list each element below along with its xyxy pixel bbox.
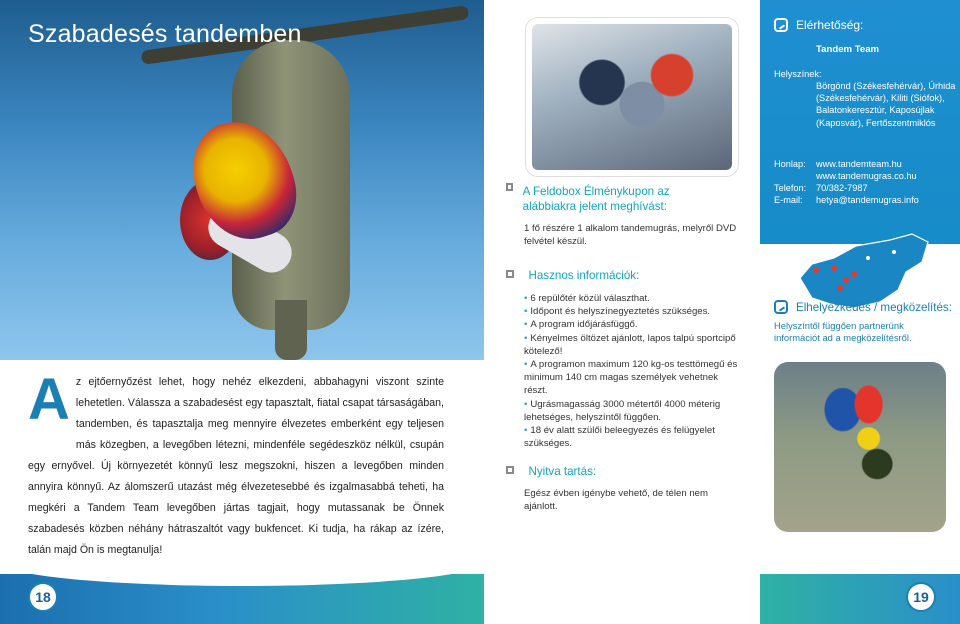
list-item: • Időpont és helyszínegyeztetés szükséges. [524, 306, 711, 318]
invite-title: A Feldobox Élménykupon az alábbiakra jelent meghívást: [522, 185, 670, 213]
contact-panel [760, 0, 960, 244]
location-title: Elhelyezkedés / megközelítés: [774, 300, 952, 314]
list-item: • A program időjárásfüggő. [524, 319, 638, 331]
left-page-footer [0, 574, 484, 624]
email-value[interactable]: hetya@tandemugras.info [816, 195, 919, 205]
useful-title: Hasznos információk: [528, 269, 640, 282]
web-link-1[interactable]: www.tandemteam.hu [816, 159, 902, 169]
validity-title: Nyitva tartás: [528, 465, 597, 478]
map-marker [831, 265, 837, 271]
validity-section [506, 462, 726, 480]
location-text: Helyszíntől függően partnerünk információt ad a megközelítésről. [774, 320, 912, 344]
useful-list [524, 292, 740, 450]
web-label: Honlap: [774, 159, 806, 169]
locations-list: Börgönd (Székesfehérvár), Úrhida (Székesfehérvár), Kiliti (Siófok), Balatonkeresztúr, Kaposújlak (Kaposvár), Fertőszentmiklós [816, 81, 956, 128]
lead-paragraph [28, 367, 444, 561]
map-marker [843, 277, 849, 283]
page-number-right: 19 [906, 582, 936, 612]
helicopter-interior-photo [526, 18, 738, 176]
company-name: Tandem Team [816, 44, 880, 55]
map-marker [851, 271, 857, 277]
middle-column [484, 0, 760, 624]
contact-icon [774, 18, 788, 32]
right-column [760, 0, 960, 624]
list-item: • 18 év alatt szülői beleegyezés és felügyelet szükséges. [524, 425, 715, 450]
map-marker [837, 285, 843, 291]
web-link-2[interactable]: www.tandemugras.co.hu [816, 171, 917, 181]
map-city-dot [866, 256, 870, 260]
bullet-square-icon [506, 183, 513, 191]
drop-cap: A [28, 367, 70, 432]
map-marker [813, 267, 819, 273]
contact-title: Elérhetőség: [774, 18, 863, 32]
lead-text: z ejtőernyőzést lehet, hogy nehéz elkezdeni, abbahagyni viszont szinte lehetetlen. Válassza a szabadesést egy tapasztalt, fiatal csapat társaságában, tandemben, és tapasztalja meg mennyire élvezetes emberként egy teljesen más közegben, a levegőben létezni, mindenféle segédeszköz nélkül, csupán egy ernyővel. Új környezetét könnyű lesz megszokni, hiszen a levegőben minden annyira könnyű. Az álomszerű utazást még élvezetesebbé és izgalmasabbá teheti, ha megkéri a Tandem Team levegőben jártas tagjait, hogy mutassanak be Önnek szabadesés közben néhány hátraszaltót vagy bukfencet. Ki tudja, ha rákap az ízére, talán majd Ön is megtanulja! [28, 376, 444, 556]
skydiving-aerial-photo [774, 362, 946, 532]
bullet-square-icon [506, 466, 514, 474]
location-icon [774, 300, 788, 314]
list-item: • Kényelmes öltözet ajánlott, lapos talpú sportcipő kötelező! [524, 332, 736, 357]
validity-text: Egész évben igénybe vehető, de télen nem ajánlott. [524, 488, 709, 513]
page-title: Szabadesés tandemben [28, 20, 302, 48]
hero-photo-helicopter [0, 0, 484, 360]
list-item: • A programon maximum 120 kg-os testtömegű és minimum 140 cm magas személyek vehetnek részt. [524, 359, 738, 397]
helicopter-tail-shape [275, 300, 307, 360]
map-city-dot [892, 250, 896, 254]
phone-value: 70/382-7987 [816, 183, 868, 193]
locations-label: Helyszínek: [774, 69, 822, 79]
email-label: E-mail: [774, 195, 803, 205]
useful-section [506, 266, 726, 284]
page-number-left: 18 [28, 582, 58, 612]
invite-section [506, 184, 716, 214]
phone-label: Telefon: [774, 183, 807, 193]
invite-text: 1 fő részére 1 alkalom tandemugrás, melyről DVD felvétel készül. [524, 223, 737, 248]
list-item: • 6 repülőtér közül választhat. [524, 293, 650, 304]
list-item: • Ugrásmagasság 3000 métertől 4000 méterig lehetséges, helyszíntől függően. [524, 398, 721, 423]
bullet-square-icon [506, 270, 514, 278]
